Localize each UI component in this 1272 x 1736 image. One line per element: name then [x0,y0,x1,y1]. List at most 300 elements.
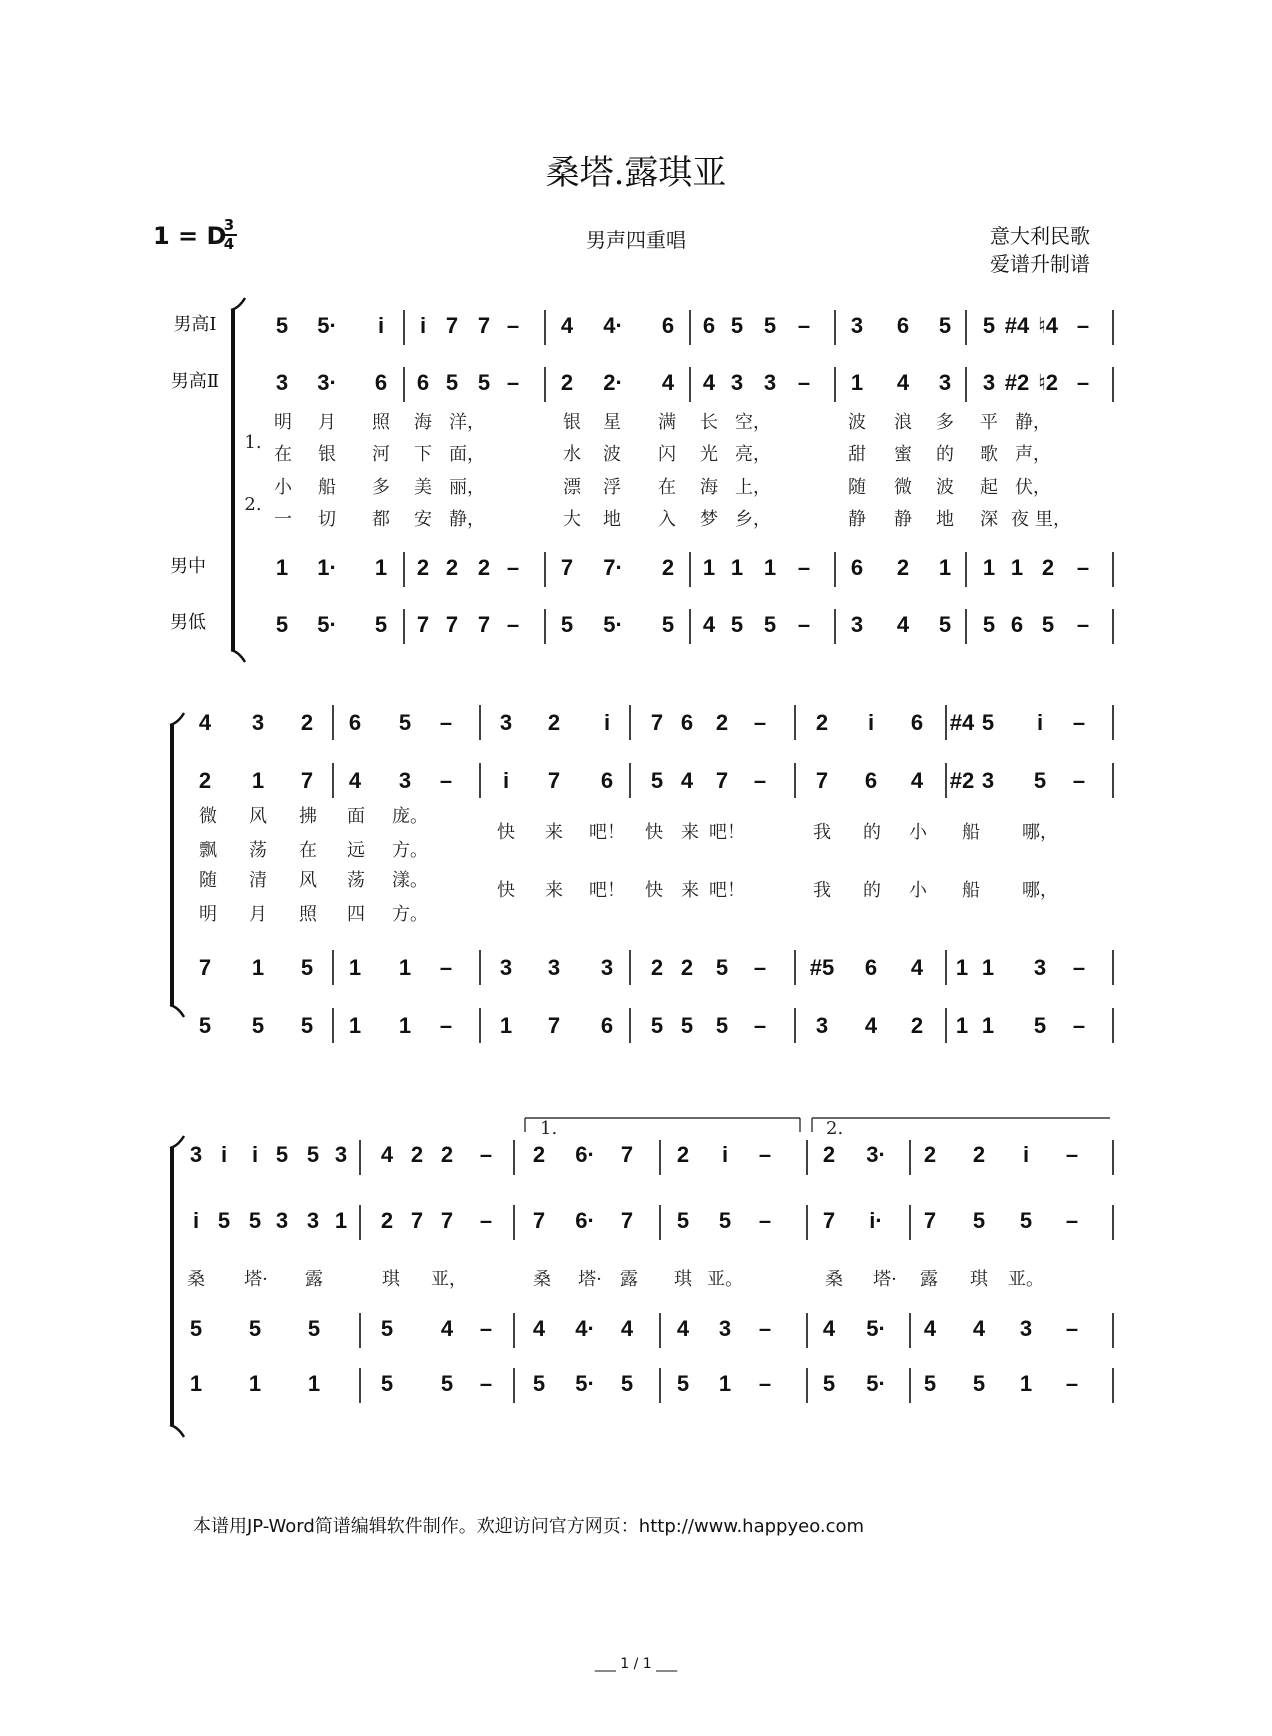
lyric-char: 海 [414,412,432,433]
tenor1-note: 5 [275,1142,289,1167]
lyric-char: 丽， [449,477,485,498]
tenor1-note: 7 [477,313,491,338]
lyric-char: 河 [372,444,390,465]
baritone-note: 2 [650,955,664,980]
tenor2-note: 1 [334,1208,348,1233]
tenor1-note: 2 [547,710,561,735]
rest-dash: – [1076,313,1090,338]
tenor2-note: 4 [896,370,910,395]
lyric-char: 在 [658,477,676,498]
rest-dash: – [439,955,453,980]
tenor2-note: 7 [715,768,729,793]
lyric-char: 庞。 [392,806,428,827]
tenor1-note: 3 [334,1142,348,1167]
tenor1-note: 2 [822,1142,836,1167]
lyric-char: 桑 [825,1269,843,1290]
baritone-note: 4 [923,1316,937,1341]
time-signature-bottom: 4 [223,235,235,253]
bass-note: 5 [374,612,388,637]
tenor1-note: 6 [910,710,924,735]
tenor1-note: 2 [300,710,314,735]
bracket-cap [231,650,245,662]
baritone-note: 2 [896,555,910,580]
bass-note: 1 [1019,1371,1033,1396]
baritone-note: 2 [445,555,459,580]
lyric-char: 来 [545,822,563,843]
lyric-char: 船 [962,880,980,901]
bass-note: 3 [815,1013,829,1038]
bass-note: 5 [275,612,289,637]
baritone-note: 7 [560,555,574,580]
lyric-char: 静， [1015,412,1051,433]
bass-note: 4 [864,1013,878,1038]
lyric-char: 大 [563,509,581,530]
tenor1-note: 5 [981,710,995,735]
lyric-char: 浮 [603,477,621,498]
tenor1-note: 5 [938,313,952,338]
baritone-note: 4· [575,1316,595,1341]
tenor1-note: 5 [982,313,996,338]
tenor2-note: 7 [532,1208,546,1233]
part-label-bass: 男低 [170,612,206,633]
bass-note: 5· [575,1371,595,1396]
baritone-note: 4 [532,1316,546,1341]
bass-note: 5 [972,1371,986,1396]
tenor1-note: 5 [275,313,289,338]
lyric-char: 来 [681,880,699,901]
bass-note: 7 [416,612,430,637]
subtitle: 男声四重唱 [586,228,686,252]
baritone-note: 2 [680,955,694,980]
bass-note: 5 [650,1013,664,1038]
bass-note: 6 [1010,612,1024,637]
baritone-note: 5 [248,1316,262,1341]
baritone-note: 1 [938,555,952,580]
lyric-char: 吧！ [589,880,625,901]
bracket-cap [231,298,245,310]
bass-note: 5 [680,1013,694,1038]
lyric-char: 甜 [848,444,866,465]
lyric-char: 琪 [970,1269,988,1290]
lyric-char: 快 [497,822,515,843]
rest-dash: – [797,370,811,395]
tenor1-note: 5 [398,710,412,735]
lyric-char: 船 [318,477,336,498]
bass-note: 6 [600,1013,614,1038]
lyric-char: 荡 [347,870,365,891]
lyric-char: 我 [813,822,831,843]
baritone-note: 1 [763,555,777,580]
tenor1-note: 6 [661,313,675,338]
baritone-note: 3 [718,1316,732,1341]
tenor1-note: i [377,313,385,338]
rest-dash: – [797,612,811,637]
lyric-char: 飘 [199,840,217,861]
tenor2-note: 3 [730,370,744,395]
bass-note: 7 [445,612,459,637]
lyric-char: 静， [449,509,485,530]
baritone-note: 3 [499,955,513,980]
lyric-char: 银 [563,412,581,433]
lyric-char: 声， [1015,444,1051,465]
lyric-char: 梦 [700,509,718,530]
tenor1-note: 4 [380,1142,394,1167]
tenor1-note: 4· [603,313,623,338]
lyric-char: 风 [299,870,317,891]
part-label-tenor2: 男高Ⅱ [170,371,220,392]
page-number: ___ 1 / 1 ___ [594,1656,678,1672]
lyric-char: 塔· [244,1269,268,1290]
tenor1-note: 2 [440,1142,454,1167]
tenor2-note: 6 [864,768,878,793]
lyric-char: 夜 [1011,509,1029,530]
baritone-note: 6 [864,955,878,980]
baritone-note: 4 [910,955,924,980]
lyric-char: 浪 [894,412,912,433]
rest-dash: – [1065,1371,1079,1396]
lyric-char: 月 [249,904,267,925]
bracket-cap [170,713,184,725]
lyric-char: 亚。 [707,1269,743,1290]
bracket-cap [170,1005,184,1017]
lyric-char: 静 [894,509,912,530]
tenor2-note: 2 [380,1208,394,1233]
rest-dash: – [439,768,453,793]
credit-origin: 意大利民歌 [990,224,1090,248]
baritone-note: 4 [620,1316,634,1341]
lyric-char: 亚， [431,1269,467,1290]
baritone-note: 4 [972,1316,986,1341]
verse-marker: 1. [244,432,262,453]
lyric-char: 塔· [578,1269,602,1290]
lyric-char: 空， [735,412,771,433]
tenor2-note: i [192,1208,200,1233]
bass-note: 1 [307,1371,321,1396]
tenor2-note: 3 [763,370,777,395]
tenor1-note: 5 [306,1142,320,1167]
tenor2-note: 3 [398,768,412,793]
tenor1-note: 6 [896,313,910,338]
volta-label-1: 1. [540,1118,558,1139]
lyric-char: 都 [372,509,390,530]
tenor2-note: 4 [910,768,924,793]
rest-dash: – [479,1316,493,1341]
lyric-char: 长 [700,412,718,433]
rest-dash: – [1065,1142,1079,1167]
lyric-char: 照 [372,412,390,433]
rest-dash: – [753,710,767,735]
lyric-char: 地 [936,509,954,530]
tenor1-note: i [721,1142,729,1167]
bass-note: 4 [896,612,910,637]
tenor2-note: 7 [815,768,829,793]
lyric-char: 洋， [449,412,485,433]
baritone-note: 1 [981,955,995,980]
lyric-char: 快 [645,880,663,901]
bass-note: 1 [499,1013,513,1038]
lyric-char: 波 [936,477,954,498]
rest-dash: – [506,612,520,637]
baritone-note: 2 [661,555,675,580]
tenor2-note: 7 [440,1208,454,1233]
lyric-char: 明 [199,904,217,925]
lyric-char: 静 [848,509,866,530]
lyric-char: 随 [848,477,866,498]
tenor2-note: 1 [850,370,864,395]
tenor1-note: 2 [410,1142,424,1167]
tenor2-note: 5 [1033,768,1047,793]
tenor2-note: #2 [949,768,975,793]
tenor2-note: 3 [982,370,996,395]
lyric-char: 方。 [392,904,428,925]
baritone-note: 3 [547,955,561,980]
tenor1-note: 3· [866,1142,886,1167]
tenor1-note: 3 [499,710,513,735]
tenor1-note: i [220,1142,228,1167]
baritone-note: 2 [477,555,491,580]
tenor1-note: 6· [575,1142,595,1167]
lyric-char: 美 [414,477,432,498]
lyric-char: 吧！ [589,822,625,843]
bass-note: 1 [189,1371,203,1396]
lyric-char: 来 [681,822,699,843]
baritone-note: 7· [603,555,623,580]
baritone-note: 5 [715,955,729,980]
lyric-char: 小 [909,880,927,901]
lyric-char: 漾。 [392,870,428,891]
tenor1-note: 3 [251,710,265,735]
rest-dash: – [753,1013,767,1038]
lyric-char: 水 [563,444,581,465]
tenor2-note: 7 [547,768,561,793]
baritone-note: 1· [317,555,337,580]
lyric-char: 微 [894,477,912,498]
bass-note: 1 [248,1371,262,1396]
tenor1-note: 4 [198,710,212,735]
lyric-char: 上， [735,477,771,498]
lyric-char: 吧！ [709,880,745,901]
tenor1-note: 7 [620,1142,634,1167]
bass-note: 5 [982,612,996,637]
bass-note: 1 [981,1013,995,1038]
lyric-char: 蜜 [894,444,912,465]
tenor2-note: 5 [650,768,664,793]
tenor2-note: 3 [938,370,952,395]
baritone-note: 5 [380,1316,394,1341]
baritone-note: 3 [1019,1316,1033,1341]
tenor1-note: i [603,710,611,735]
lyric-char: 地 [603,509,621,530]
tenor2-note: 4 [680,768,694,793]
bass-note: 7 [547,1013,561,1038]
lyric-char: 波 [848,412,866,433]
baritone-note: 6 [850,555,864,580]
lyric-char: 方。 [392,840,428,861]
tenor1-note: i [251,1142,259,1167]
bass-note: 5 [676,1371,690,1396]
bass-note: 5 [380,1371,394,1396]
bass-note: 5 [532,1371,546,1396]
tenor1-note: 6 [680,710,694,735]
bass-note: 3 [850,612,864,637]
rest-dash: – [439,1013,453,1038]
rest-dash: – [797,555,811,580]
tenor1-note: 4 [560,313,574,338]
lyric-char: 的 [936,444,954,465]
tenor2-note: 7 [822,1208,836,1233]
bass-note: 5 [730,612,744,637]
footer-note: 本谱用JP-Word简谱编辑软件制作。欢迎访问官方网页：http://www.happyeo.com [193,1516,865,1537]
tenor1-note: 2 [532,1142,546,1167]
lyric-char: 微 [199,806,217,827]
lyric-char: 星 [603,412,621,433]
rest-dash: – [758,1142,772,1167]
lyric-char: 银 [318,444,336,465]
baritone-note: 5 [307,1316,321,1341]
lyric-char: 里， [1035,509,1071,530]
baritone-note: 1 [955,955,969,980]
baritone-note: 1 [730,555,744,580]
baritone-note: 1 [275,555,289,580]
bass-note: 5 [938,612,952,637]
bass-note: 5 [620,1371,634,1396]
lyric-char: 船 [962,822,980,843]
rest-dash: – [753,955,767,980]
key-signature: 1 = D [153,222,227,250]
tenor2-note: 1 [251,768,265,793]
tenor2-note: 5 [477,370,491,395]
tenor2-note: 7 [620,1208,634,1233]
baritone-note: 5 [189,1316,203,1341]
baritone-note: 1 [374,555,388,580]
tenor2-note: ♮2 [1037,370,1059,395]
bass-note: 5 [1033,1013,1047,1038]
lyric-char: 哪， [1022,822,1058,843]
lyric-char: 伏， [1015,477,1051,498]
lyric-char: 风 [249,806,267,827]
lyric-char: 远 [347,840,365,861]
lyric-char: 的 [863,822,881,843]
lyric-char: 平 [980,412,998,433]
rest-dash: – [753,768,767,793]
bass-note: 5 [661,612,675,637]
lyric-char: 闪 [658,444,676,465]
lyric-char: 塔· [873,1269,897,1290]
baritone-note: 4 [676,1316,690,1341]
tenor2-note: 4 [348,768,362,793]
lyric-char: 快 [645,822,663,843]
baritone-note: 2 [416,555,430,580]
lyric-char: 面 [347,806,365,827]
lyric-char: 下 [414,444,432,465]
tenor1-note: 3 [189,1142,203,1167]
lyric-char: 我 [813,880,831,901]
bass-note: 5· [603,612,623,637]
tenor2-note: i [502,768,510,793]
tenor2-note: 5 [972,1208,986,1233]
lyric-char: 露 [920,1269,938,1290]
tenor1-note: i [1022,1142,1030,1167]
tenor2-note: 2 [198,768,212,793]
bass-note: 1 [955,1013,969,1038]
lyric-char: 多 [936,412,954,433]
lyric-char: 多 [372,477,390,498]
bass-note: 5 [822,1371,836,1396]
tenor2-note: 5 [217,1208,231,1233]
baritone-note: 1 [702,555,716,580]
verse-marker: 2. [244,494,262,515]
bass-note: 5· [317,612,337,637]
lyric-char: 光 [700,444,718,465]
baritone-note: 4 [822,1316,836,1341]
lyric-char: 歌 [980,444,998,465]
tenor2-note: 5 [1019,1208,1033,1233]
rest-dash: – [797,313,811,338]
baritone-note: 2 [1041,555,1055,580]
rest-dash: – [1072,1013,1086,1038]
baritone-note: 3 [1033,955,1047,980]
bass-note: 1 [398,1013,412,1038]
baritone-note: 1 [1010,555,1024,580]
lyric-char: 入 [658,509,676,530]
tenor1-note: #4 [1004,313,1030,338]
lyric-char: 满 [658,412,676,433]
bass-note: 5 [763,612,777,637]
tenor2-note: i· [869,1208,883,1233]
bass-note: 7 [477,612,491,637]
lyric-char: 露 [620,1269,638,1290]
lyric-char: 琪 [382,1269,400,1290]
rest-dash: – [439,710,453,735]
rest-dash: – [506,313,520,338]
time-signature-top: 3 [223,216,235,234]
bass-note: 5 [198,1013,212,1038]
rest-dash: – [758,1208,772,1233]
baritone-note: 5 [300,955,314,980]
tenor2-note: 7 [923,1208,937,1233]
tenor2-note: 2· [603,370,623,395]
tenor1-note: #4 [949,710,975,735]
lyric-char: 一 [274,509,292,530]
lyric-char: 安 [414,509,432,530]
rest-dash: – [506,555,520,580]
lyric-char: 清 [249,870,267,891]
baritone-note: 7 [198,955,212,980]
tenor1-note: 2 [923,1142,937,1167]
tenor1-note: 2 [715,710,729,735]
tenor2-note: 5 [445,370,459,395]
lyric-char: 照 [299,904,317,925]
baritone-note: 1 [348,955,362,980]
tenor2-note: 4 [702,370,716,395]
credit-arranger: 爱谱升制谱 [990,252,1090,276]
lyric-char: 荡 [249,840,267,861]
lyric-char: 哪， [1022,880,1058,901]
tenor1-note: i [867,710,875,735]
lyric-char: 桑 [187,1269,205,1290]
tenor2-note: 6 [600,768,614,793]
baritone-note: 1 [251,955,265,980]
rest-dash: – [758,1316,772,1341]
tenor1-note: 2 [676,1142,690,1167]
tenor2-note: 6 [374,370,388,395]
bass-note: 5 [923,1371,937,1396]
score-title: 桑塔.露琪亚 [545,153,727,193]
rest-dash: – [479,1371,493,1396]
tenor1-note: 7 [445,313,459,338]
tenor2-note: 7 [300,768,314,793]
lyric-char: 明 [274,412,292,433]
